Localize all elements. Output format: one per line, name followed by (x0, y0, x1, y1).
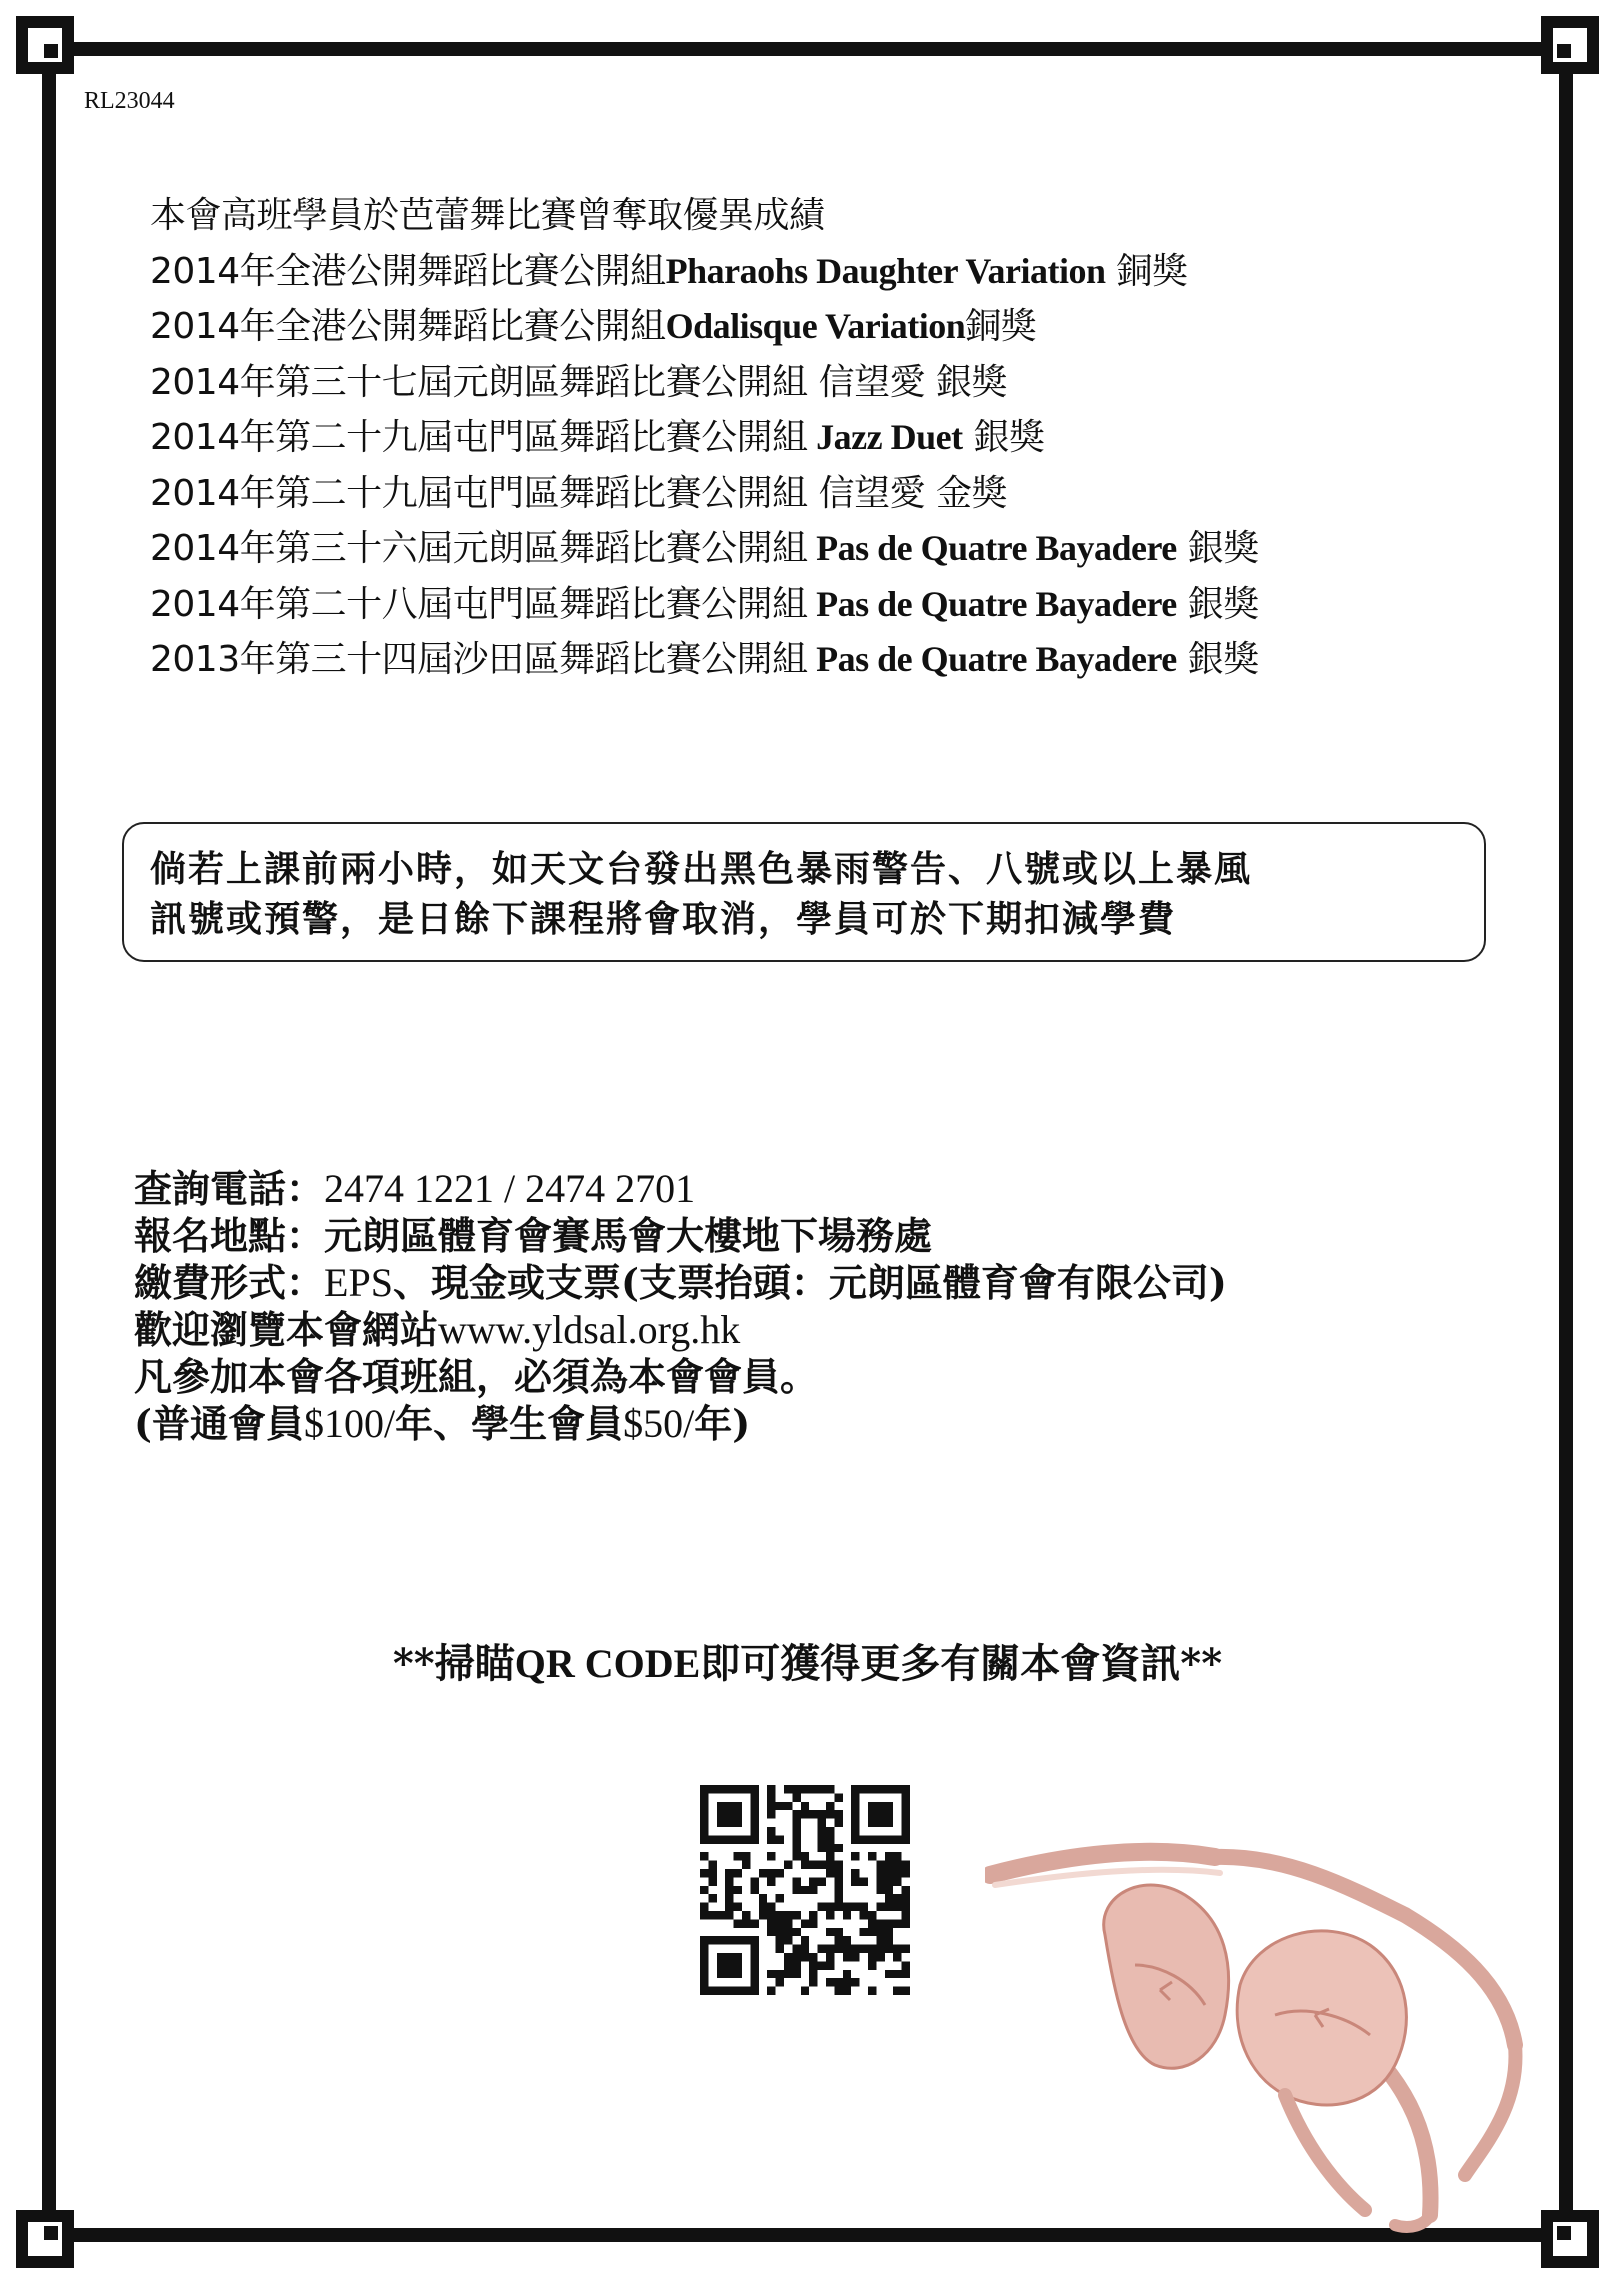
award-piece: Pas de Quatre Bayadere (807, 583, 1177, 624)
qr-code-icon[interactable] (700, 1785, 910, 1995)
qr-caption-prefix: **掃瞄 (392, 1640, 515, 1687)
frame-corner-bottom-right (1541, 2210, 1599, 2268)
award-prize: 金獎 (925, 472, 1008, 514)
awards-section (150, 188, 1259, 688)
award-event: 2014年第二十八屆屯門區舞蹈比賽公開組 (150, 583, 808, 625)
frame-corner-top-right (1541, 16, 1599, 74)
qr-caption-latin: QR CODE (514, 1641, 701, 1686)
award-prize: 銀獎 (1176, 528, 1259, 569)
award-event: 2014年第三十七屆元朗區舞蹈比賽公開組 (150, 361, 808, 403)
fee-close: 年) (694, 1401, 751, 1446)
website-line (134, 1306, 1227, 1353)
award-item (150, 299, 1259, 355)
membership-fee-line (134, 1400, 1227, 1447)
award-prize: 銀獎 (1176, 639, 1259, 680)
website-link[interactable]: www.yldsal.org.hk (438, 1307, 741, 1352)
award-item (150, 244, 1259, 300)
award-event: 2014年第二十九屆屯門區舞蹈比賽公開組 (150, 417, 808, 458)
ballet-shoes-icon (985, 1815, 1530, 2235)
frame-top-border (40, 42, 1575, 56)
award-piece: Pas de Quatre Bayadere (807, 639, 1177, 679)
contact-section (134, 1165, 1227, 1447)
payment-method: EPS (324, 1260, 393, 1305)
award-piece: 信望愛 (807, 361, 926, 403)
award-event: 2014年第三十六屆元朗區舞蹈比賽公開組 (150, 528, 808, 569)
award-prize: 銀獎 (1176, 583, 1259, 625)
fee-mid: 年、學生會員 (395, 1401, 624, 1446)
qr-caption (0, 1632, 1615, 1689)
website-label: 歡迎瀏覽本會網站 (134, 1307, 439, 1352)
awards-heading: 本會高班學員於芭蕾舞比賽曾奪取優異成績 (150, 195, 825, 236)
payment-line (134, 1259, 1227, 1306)
award-item (150, 632, 1259, 688)
frame-right-border (1559, 40, 1573, 2244)
award-piece: Jazz Duet (807, 417, 963, 457)
phone-number: 2474 1221 / 2474 2701 (324, 1166, 696, 1211)
award-event: 2014年全港公開舞蹈比賽公開組 (150, 250, 666, 292)
document-code: RL23044 (84, 88, 175, 114)
award-item (150, 410, 1259, 466)
payment-label: 繳費形式： (134, 1260, 325, 1305)
award-piece: Pas de Quatre Bayadere (807, 528, 1177, 568)
fee-regular: $100/ (303, 1401, 396, 1446)
award-piece: Odalisque Variation (665, 306, 966, 346)
membership-note: 凡參加本會各項班組，必須為本會會員。 (134, 1354, 819, 1399)
phone-label: 查詢電話： (134, 1166, 325, 1211)
frame-corner-top-left (16, 16, 74, 74)
phone-line (134, 1165, 1227, 1212)
award-item (150, 355, 1259, 411)
frame-left-border (42, 40, 56, 2244)
notice-line: 訊號或預警，是日餘下課程將會取消，學員可於下期扣減學費 (150, 898, 1177, 940)
frame-corner-bottom-left (16, 2210, 74, 2268)
award-prize: 銅獎 (1105, 250, 1188, 292)
award-piece: 信望愛 (807, 472, 926, 514)
award-item (150, 466, 1259, 522)
notice-line: 倘若上課前兩小時，如天文台發出黑色暴雨警告、八號或以上暴風 (150, 848, 1253, 890)
award-event: 2014年第二十九屆屯門區舞蹈比賽公開組 (150, 472, 808, 514)
award-item (150, 577, 1259, 633)
award-piece: Pharaohs Daughter Variation (665, 250, 1106, 291)
weather-notice-box (122, 822, 1486, 962)
fee-student: $50/ (623, 1401, 695, 1446)
award-event: 2014年全港公開舞蹈比賽公開組 (150, 306, 666, 347)
award-prize: 銅獎 (965, 306, 1037, 347)
location-line: 報名地點：元朗區體育會賽馬會大樓地下場務處 (134, 1213, 933, 1258)
qr-caption-suffix: 即可獲得更多有關本會資訊** (700, 1640, 1223, 1687)
award-event: 2013年第三十四屆沙田區舞蹈比賽公開組 (150, 639, 808, 680)
fee-open: (普通會員 (134, 1401, 304, 1446)
award-item (150, 521, 1259, 577)
payment-rest: 、現金或支票(支票抬頭：元朗區體育會有限公司) (392, 1260, 1227, 1305)
award-prize: 銀獎 (925, 361, 1008, 403)
award-prize: 銀獎 (962, 417, 1045, 458)
